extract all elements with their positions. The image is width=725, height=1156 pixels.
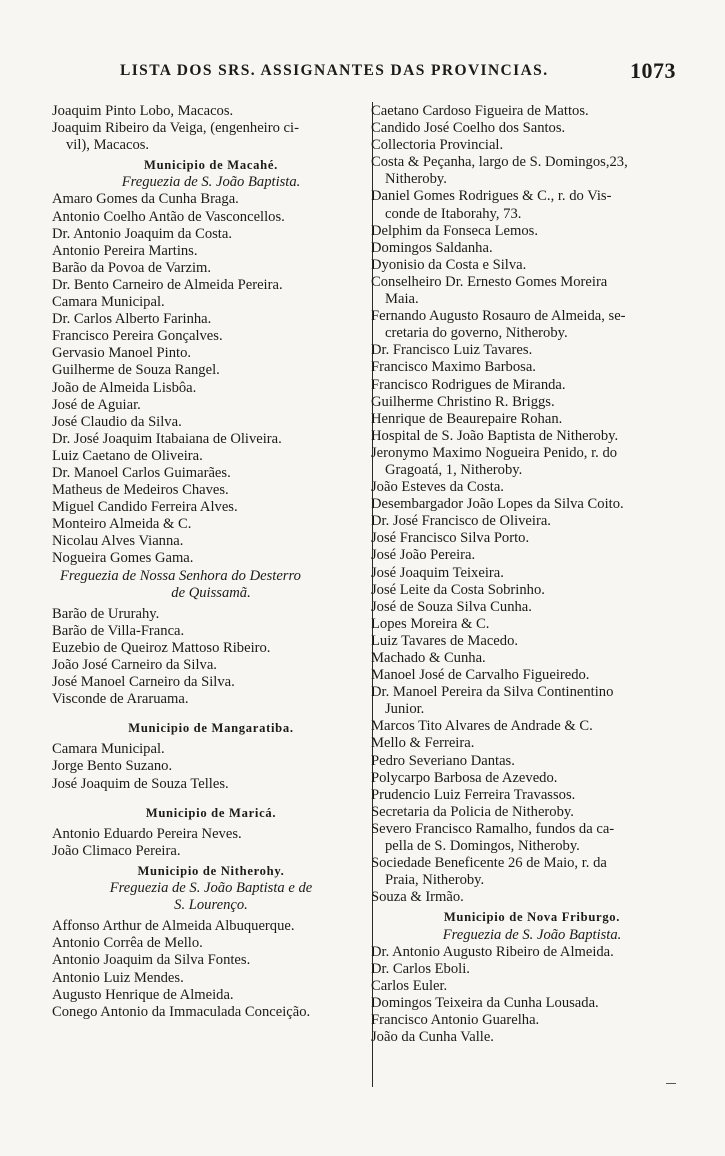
list-item: Polycarpo Barbosa de Azevedo. [371, 769, 558, 786]
list-item: Daniel Gomes Rodrigues & C., r. do Vis- [371, 188, 612, 205]
section-heading-mangaratiba: Municipio de Mangaratiba. [128, 721, 294, 736]
mangaratiba-list [52, 741, 370, 792]
list-item: Francisco Antonio Guarelha. [371, 1011, 540, 1028]
list-item: Dr. José Joaquim Itabaiana de Oliveira. [52, 430, 282, 447]
list-item: Matheus de Medeiros Chaves. [52, 482, 229, 499]
list-item: pella de S. Domingos, Nitheroby. [385, 838, 580, 855]
list-item: Nogueira Gomes Gama. [52, 550, 194, 567]
list-item: Augusto Henrique de Almeida. [52, 986, 234, 1003]
left-column [52, 103, 370, 1021]
page-number: 1073 [630, 58, 676, 83]
list-item: Collectoria Provincial. [371, 137, 504, 154]
list-item: Henrique de Beaurepaire Rohan. [371, 410, 563, 427]
list-item: Dr. Manoel Pereira da Silva Continentino [371, 684, 614, 701]
list-item: José Joaquim de Souza Telles. [52, 775, 229, 792]
list-item: Dr. Manoel Carlos Guimarães. [52, 464, 231, 481]
list-item: Praia, Nitheroby. [385, 872, 485, 889]
nitheroy-list-continued [371, 103, 693, 906]
list-item: Joaquim Ribeiro da Veiga, (engenheiro ci- [52, 120, 299, 137]
list-item: Antonio Corrêa de Mello. [52, 935, 203, 952]
list-item: conde de Itaborahy, 73. [385, 205, 522, 222]
list-item: Dr. Francisco Luiz Tavares. [371, 342, 533, 359]
list-item: Guilherme Christino R. Briggs. [371, 393, 555, 410]
list-item: Lopes Moreira & C. [371, 615, 490, 632]
list-item: João da Cunha Valle. [371, 1029, 494, 1046]
list-item: Dr. Bento Carneiro de Almeida Pereira. [52, 276, 283, 293]
section-heading-macahe: Municipio de Macahé. [144, 158, 278, 173]
list-item: João Climaco Pereira. [52, 842, 181, 859]
list-item: Luiz Caetano de Oliveira. [52, 447, 203, 464]
list-item: Nitheroby. [385, 171, 447, 188]
list-item: Mello & Ferreira. [371, 735, 475, 752]
list-item: Amaro Gomes da Cunha Braga. [52, 191, 239, 208]
list-item: José João Pereira. [371, 547, 476, 564]
list-item: Guilherme de Souza Rangel. [52, 362, 220, 379]
list-item: Dr. Carlos Eboli. [371, 960, 470, 977]
list-item: Dr. Antonio Augusto Ribeiro de Almeida. [371, 943, 614, 960]
list-item: Miguel Candido Ferreira Alves. [52, 499, 238, 516]
list-item: José Claudio da Silva. [52, 413, 182, 430]
list-item: Monteiro Almeida & C. [52, 516, 192, 533]
nitheroy-list [52, 918, 370, 1021]
list-item: Barão de Villa-Franca. [52, 622, 185, 639]
macahe-list-2 [52, 606, 370, 709]
section-heading-nova-friburgo: Municipio de Nova Friburgo. [443, 910, 621, 925]
section-heading-nitheroy: Municipio de Nitherohy. [137, 863, 285, 878]
list-item: Carlos Euler. [371, 977, 448, 994]
macahe-list-1 [52, 191, 370, 567]
list-item: José de Souza Silva Cunha. [371, 598, 532, 615]
list-item: Caetano Cardoso Figueira de Mattos. [371, 103, 589, 119]
list-item: Gervasio Manoel Pinto. [52, 345, 192, 362]
list-item: Domingos Teixeira da Cunha Lousada. [371, 994, 599, 1011]
list-item: Dr. Antonio Joaquim da Costa. [52, 225, 232, 242]
parish-heading: Freguezia de S. João Baptista. [442, 926, 622, 943]
header-title: LISTA DOS SRS. ASSIGNANTES DAS PROVINCIAS. [120, 62, 549, 79]
list-item: Junior. [385, 701, 425, 718]
list-item: Dr. Carlos Alberto Farinha. [52, 311, 212, 328]
page-mark [666, 1083, 676, 1084]
parish-heading-cont: S. Lourenço. [174, 897, 248, 914]
list-item: vil), Macacos. [66, 137, 150, 154]
list-item: Hospital de S. João Baptista de Nitheroby. [371, 427, 619, 444]
list-item: Manoel José de Carvalho Figueiredo. [371, 667, 590, 684]
list-item: José Leite da Costa Sobrinho. [371, 581, 545, 598]
section-heading-marica: Municipio de Maricá. [145, 805, 277, 820]
list-item: Nicolau Alves Vianna. [52, 533, 184, 550]
list-item: Conselheiro Dr. Ernesto Gomes Moreira [371, 273, 608, 290]
right-column [371, 103, 693, 1046]
list-item: Fernando Augusto Rosauro de Almeida, se- [371, 308, 626, 325]
list-item: Francisco Pereira Gonçalves. [52, 328, 223, 345]
list-item: cretaria do governo, Nitheroby. [385, 325, 568, 342]
list-item: Barão de Ururahy. [52, 605, 160, 622]
list-item: Conego Antonio da Immaculada Conceição. [52, 1003, 311, 1020]
list-item: Antonio Pereira Martins. [52, 242, 198, 259]
list-item: Costa & Peçanha, largo de S. Domingos,23, [371, 154, 628, 171]
page-header [0, 58, 725, 88]
list-item: Dr. José Francisco de Oliveira. [371, 513, 551, 530]
list-item: Delphim da Fonseca Lemos. [371, 222, 538, 239]
list-item: José de Aguiar. [52, 396, 141, 413]
parish-heading: Freguezia de S. João Baptista e de [109, 880, 313, 897]
list-item: Antonio Joaquim da Silva Fontes. [52, 952, 251, 969]
list-item: Secretaria da Policia de Nitheroby. [371, 803, 574, 820]
list-item: Souza & Irmão. [371, 889, 464, 906]
list-item: Francisco Rodrigues de Miranda. [371, 376, 566, 393]
list-item: Francisco Maximo Barbosa. [371, 359, 536, 376]
list-item: Jorge Bento Suzano. [52, 758, 173, 775]
list-item: José Manoel Carneiro da Silva. [52, 674, 235, 691]
marica-list [52, 826, 370, 860]
list-item: João de Almeida Lisbôa. [52, 379, 197, 396]
list-item: Visconde de Araruama. [52, 691, 189, 708]
parish-heading: Freguezia de Nossa Senhora do Desterro [60, 567, 301, 584]
list-item: Joaquim Pinto Lobo, Macacos. [52, 103, 234, 119]
list-item: Gragoatá, 1, Nitheroby. [385, 461, 523, 478]
list-item: Marcos Tito Alvares de Andrade & C. [371, 718, 593, 735]
list-item: Prudencio Luiz Ferreira Travassos. [371, 786, 576, 803]
list-item: José Joaquim Teixeira. [371, 564, 504, 581]
list-item: João Esteves da Costa. [371, 479, 504, 496]
list-item: Candido José Coelho dos Santos. [371, 120, 566, 137]
list-item: Affonso Arthur de Almeida Albuquerque. [52, 918, 295, 935]
list-item: Maia. [385, 291, 419, 308]
list-item: Antonio Eduardo Pereira Neves. [52, 825, 242, 842]
list-item: João José Carneiro da Silva. [52, 657, 217, 673]
list-item: Barão da Povoa de Varzim. [52, 259, 211, 276]
list-item: Machado & Cunha. [371, 650, 486, 666]
list-item: Sociedade Beneficente 26 de Maio, r. da [371, 855, 607, 872]
list-item: Jeronymo Maximo Nogueira Penido, r. do [371, 444, 618, 461]
list-item: Desembargador João Lopes da Silva Coito. [371, 496, 624, 513]
friburgo-list [371, 944, 693, 1047]
list-item: Domingos Saldanha. [371, 239, 493, 256]
parish-heading: Freguezia de S. João Baptista. [121, 174, 301, 191]
list-item: Luiz Tavares de Macedo. [371, 632, 519, 649]
list-item: Antonio Coelho Antão de Vasconcellos. [52, 208, 285, 225]
list-item: Camara Municipal. [52, 741, 165, 758]
list-item: Euzebio de Queiroz Mattoso Ribeiro. [52, 639, 271, 656]
list-item: Pedro Severiano Dantas. [371, 752, 515, 769]
intro-entries [52, 103, 370, 154]
list-item: José Francisco Silva Porto. [371, 530, 530, 547]
list-item: Dyonisio da Costa e Silva. [371, 256, 527, 273]
parish-heading-cont: de Quissamã. [171, 584, 251, 601]
list-item: Antonio Luiz Mendes. [52, 969, 184, 986]
list-item: Severo Francisco Ramalho, fundos da ca- [371, 820, 615, 837]
list-item: Camara Municipal. [52, 294, 165, 311]
